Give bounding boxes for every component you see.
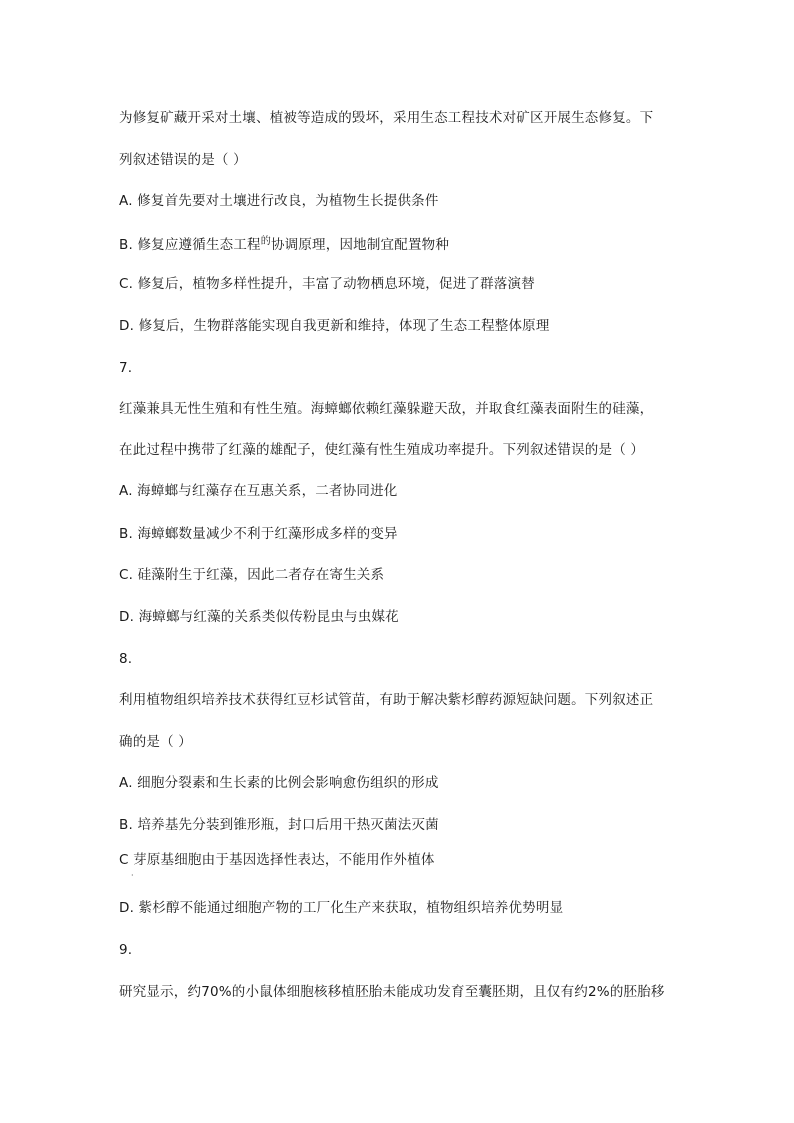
q6-stem-line-2: 列叙述错误的是（ ） bbox=[119, 152, 247, 168]
q6-option-b-pre: B. 修复应遵循生态工程 bbox=[119, 237, 261, 253]
q6-option-c: C. 修复后，植物多样性提升，丰富了动物栖息环境，促进了群落演替 bbox=[119, 276, 535, 292]
q7-option-b: B. 海蟑螂数量减少不利于红藻形成多样的变异 bbox=[119, 526, 398, 542]
q6-option-b-post: 协调原理，因地制宜配置物种 bbox=[270, 237, 450, 253]
q6-option-a: A. 修复首先要对土壤进行改良，为植物生长提供条件 bbox=[119, 193, 439, 209]
q6-option-b bbox=[119, 236, 449, 256]
q7-stem-line-2: 在此过程中携带了红藻的雄配子，使红藻有性生殖成功率提升。下列叙述错误的是（ ） bbox=[119, 442, 645, 458]
q8-stem-line-2: 确的是（ ） bbox=[119, 734, 192, 750]
q8-option-a: A. 细胞分裂素和生长素的比例会影响愈伤组织的形成 bbox=[119, 775, 439, 791]
q8-option-d: D. 紫杉醇不能通过细胞产物的工厂化生产来获取，植物组织培养优势明显 bbox=[119, 900, 564, 916]
q8-option-c-dot: · bbox=[131, 871, 134, 880]
q8-number: 8. bbox=[119, 651, 133, 667]
q7-number: 7. bbox=[119, 360, 133, 376]
q9-number: 9. bbox=[119, 942, 133, 958]
q9-stem-line-1: 研究显示，约70%的小鼠体细胞核移植胚胎未能成功发育至囊胚期，且仅有约2%的胚胎移 bbox=[119, 984, 665, 1000]
q8-option-c: C 芽原基细胞由于基因选择性表达，不能用作外植体 bbox=[119, 852, 435, 868]
q6-option-d: D. 修复后，生物群落能实现自我更新和维持，体现了生态工程整体原理 bbox=[119, 318, 550, 334]
q8-stem-line-1: 利用植物组织培养技术获得红豆杉试管苗，有助于解决紫杉醇药源短缺问题。下列叙述正 bbox=[119, 692, 654, 708]
q7-option-a: A. 海蟑螂与红藻存在互惠关系，二者协同进化 bbox=[119, 483, 398, 499]
q7-option-d: D. 海蟑螂与红藻的关系类似传粉昆虫与虫媒花 bbox=[119, 609, 399, 625]
q6-stem-line-1: 为修复矿藏开采对土壤、植被等造成的毁坏，采用生态工程技术对矿区开展生态修复。下 bbox=[119, 110, 654, 126]
q6-option-b-sup: 的 bbox=[260, 236, 271, 247]
q7-option-c: C. 硅藻附生于红藻，因此二者存在寄生关系 bbox=[119, 567, 385, 583]
q8-option-b: B. 培养基先分装到锥形瓶，封口后用干热灭菌法灭菌 bbox=[119, 817, 439, 833]
q7-stem-line-1: 红藻兼具无性生殖和有性生殖。海蟑螂依赖红藻躲避天敌，并取食红藻表面附生的硅藻， bbox=[119, 401, 654, 417]
